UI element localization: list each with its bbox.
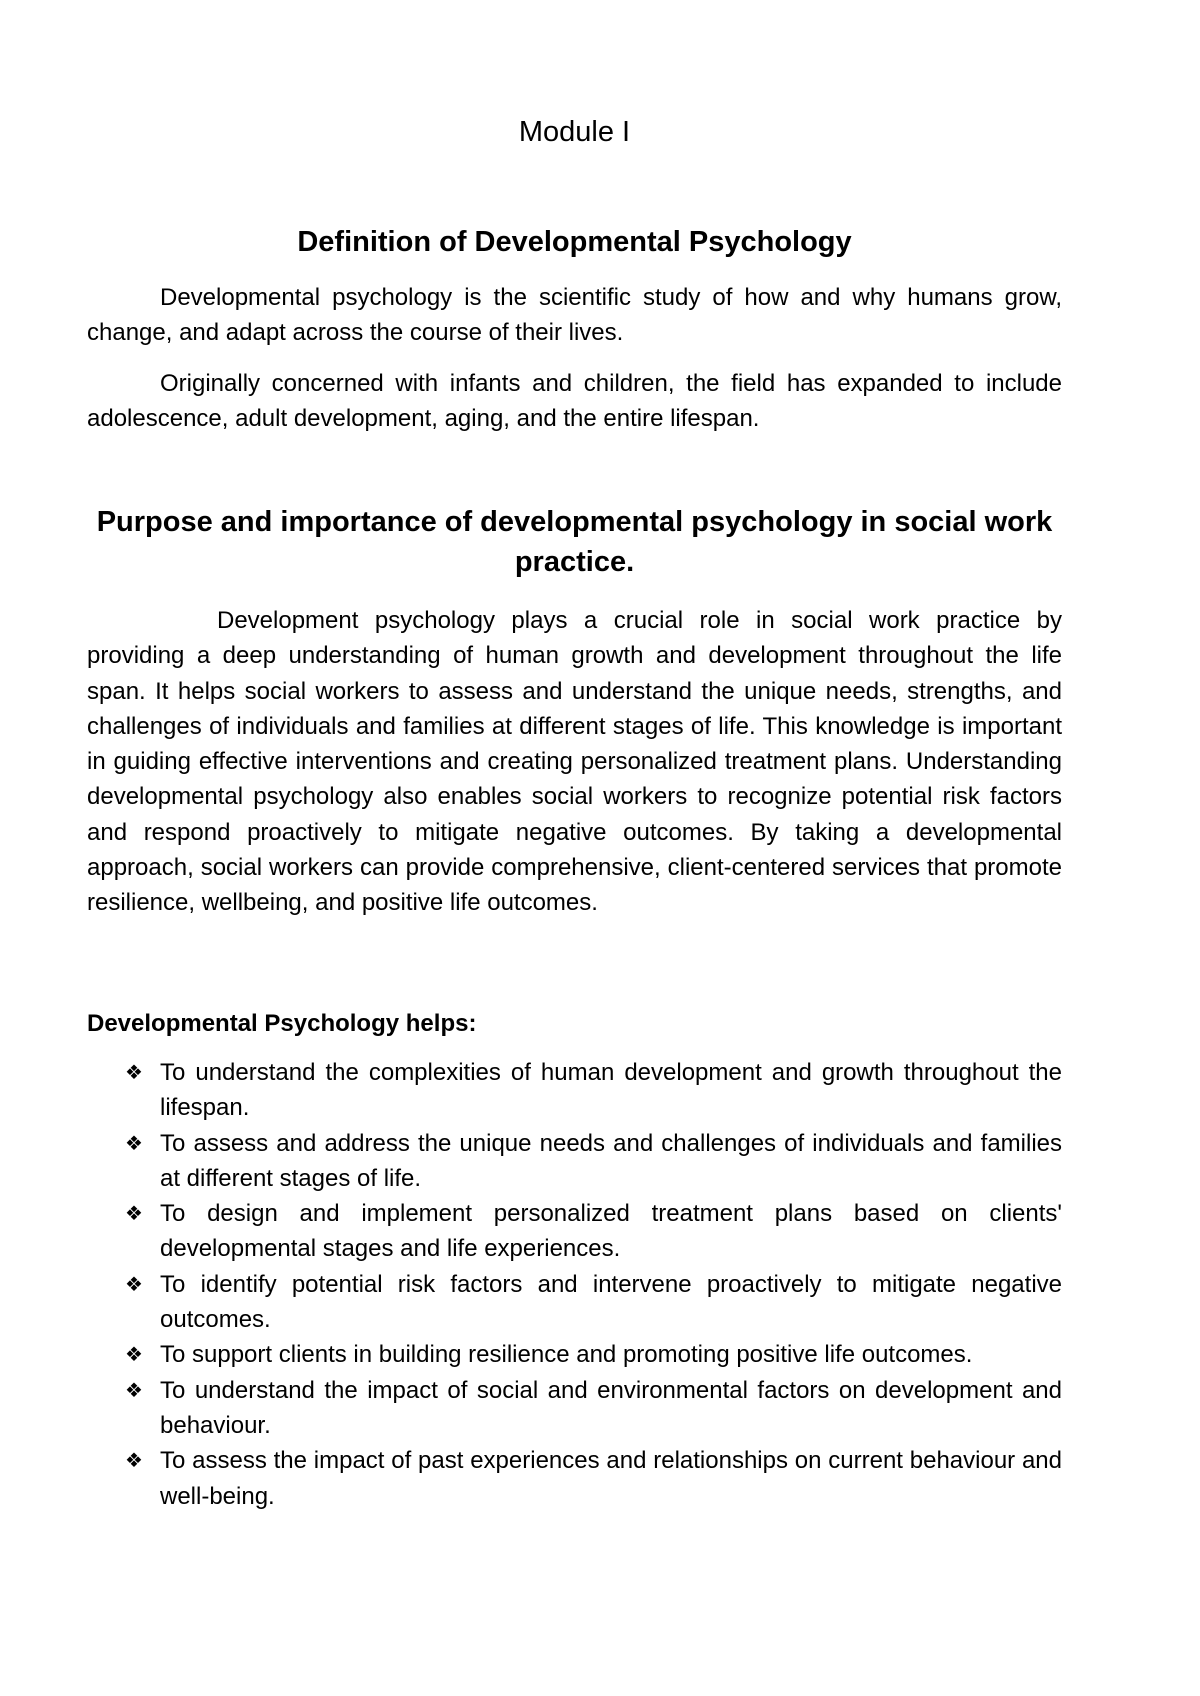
diamond-bullet-icon: ❖ (125, 1060, 143, 1084)
list-item-text: To understand the impact of social and environmental factors on development and behaviour. (160, 1376, 1062, 1439)
definition-heading: Definition of Developmental Psychology (297, 226, 852, 258)
list-item-text: To support clients in building resilience and promoting positive life outcomes. (160, 1341, 973, 1369)
definition-paragraph-2: Originally concerned with infants and children, the field has expanded to include adolescence, adult development, aging, and the entire lifespan. (87, 370, 1062, 433)
list-item (87, 1126, 1062, 1197)
list-item (87, 1373, 1062, 1444)
helps-list (87, 1055, 1062, 1514)
list-item-text: To understand the complexities of human development and growth throughout the lifespan. (160, 1059, 1062, 1122)
module-title: Module I (518, 116, 631, 148)
list-item (87, 1267, 1062, 1338)
list-item (87, 1196, 1062, 1267)
list-item-text: To design and implement personalized treatment plans based on clients' developmental stages and life experiences. (160, 1200, 1062, 1263)
list-item (87, 1337, 1062, 1372)
diamond-bullet-icon: ❖ (125, 1377, 143, 1402)
list-item (87, 1055, 1062, 1126)
diamond-bullet-icon: ❖ (125, 1271, 143, 1296)
helps-heading: Developmental Psychology helps: (87, 1010, 477, 1037)
purpose-paragraph: Development psychology plays a crucial role in social work practice by providing a deep understanding of human growth and development throughout the life span. It helps social workers to assess and understand the unique needs, strengths, and challenges of individuals and families at different stages of life. This knowledge is important in guiding effective interventions and creating personalized treatment plans. Understanding developmental psychology also enables social workers to recognize potential risk factors and respond proactively to mitigate negative outcomes. By taking a developmental approach, social workers can provide comprehensive, client-centered services that promote resilience, wellbeing, and positive life outcomes. (87, 607, 1062, 917)
list-item-text: To identify potential risk factors and intervene proactively to mitigate negative outcomes. (160, 1270, 1062, 1334)
diamond-bullet-icon: ❖ (125, 1448, 143, 1473)
list-item (87, 1443, 1062, 1514)
diamond-bullet-icon: ❖ (125, 1130, 143, 1155)
diamond-bullet-icon: ❖ (125, 1342, 143, 1367)
list-item-text: To assess the impact of past experiences and relationships on current behaviour and well-being. (160, 1447, 1062, 1510)
definition-paragraph-1: Developmental psychology is the scientific study of how and why humans grow, change, and adapt across the course of their lives. (87, 284, 1062, 347)
list-item-text: To assess and address the unique needs and challenges of individuals and families at different stages of life. (160, 1129, 1062, 1192)
diamond-bullet-icon: ❖ (125, 1201, 143, 1226)
purpose-heading: Purpose and importance of developmental psychology in social work practice. (96, 506, 1053, 578)
